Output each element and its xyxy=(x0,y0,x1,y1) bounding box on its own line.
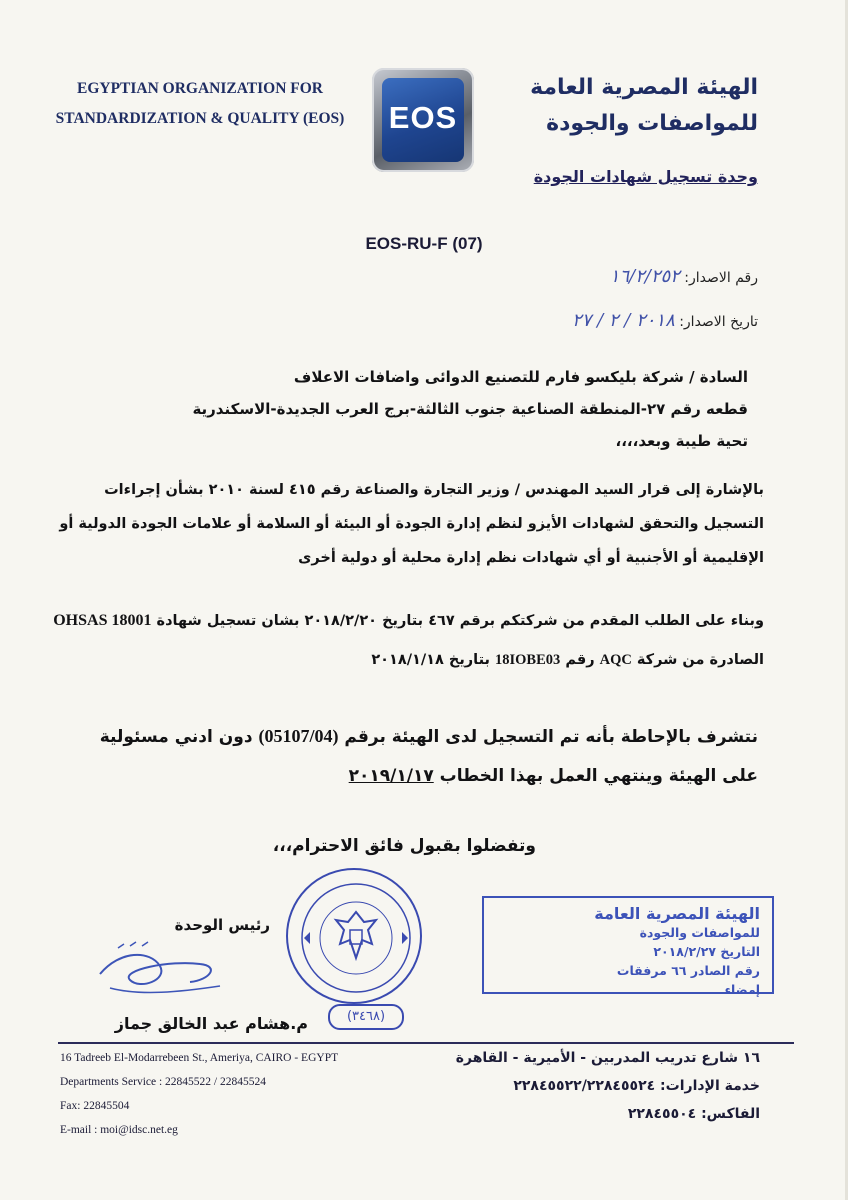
stamp-line4: رقم الصادر ٦٦ مرفقات xyxy=(616,963,760,978)
rectangular-stamp xyxy=(482,896,774,997)
seal-number: (٣٤٦٨) xyxy=(328,1004,404,1030)
eos-logo-badge xyxy=(382,78,464,162)
closing-line: وتفضلوا بقبول فائق الاحترام،،، xyxy=(272,836,536,856)
org-name-english-line1: EGYPTIAN ORGANIZATION FOR xyxy=(76,80,323,97)
stamp-line2: للمواصفات والجودة xyxy=(639,925,760,940)
addressee-line1: السادة / شركة بليكسو فارم للتصنيع الدوائى واضافات الاعلاف xyxy=(293,368,748,386)
signatory-name: م.هشام عبد الخالق جماز xyxy=(114,1014,308,1033)
greeting: تحية طيبة وبعد،،،، xyxy=(615,432,748,450)
expiry-date: ٢٠١٩/١/١٧ xyxy=(348,766,434,786)
stamp-line3: التاريخ ٢٠١٨/٢/٢٧ xyxy=(653,944,760,959)
eagle-emblem-icon xyxy=(288,870,424,1006)
paragraph2-line2-text-c: بتاريخ ٢٠١٨/١/١٨ xyxy=(371,652,496,668)
paragraph3-line1-text-a: نتشرف بالإحاطة بأنه تم التسجيل لدى الهيئة برقم xyxy=(338,727,758,747)
form-code: EOS-RU-F (07) xyxy=(365,234,483,253)
paragraph2-line2-text-a: الصادرة من شركة xyxy=(631,652,764,668)
paragraph1-line2: التسجيل والتحقق لشهادات الأيزو لنظم إدارة الجودة أو البيئة أو السلامة أو علامات الجودة الدولية أو xyxy=(59,516,764,532)
issue-number-label: رقم الاصدار: xyxy=(684,270,758,286)
paragraph2-line2-text-b: رقم xyxy=(560,652,600,668)
paragraph3-line2 xyxy=(349,766,758,786)
footer-departments-en: Departments Service : 22845522 / 22845524 xyxy=(60,1076,267,1088)
registration-number: (05107/04) xyxy=(258,726,339,746)
paragraph1-line3: الإقليمية أو الأجنبية أو أي شهادات نظم إدارة محلية أو دولية أخرى xyxy=(298,550,764,566)
footer-fax-ar: الفاكس: ٢٢٨٤٥٥٠٤ xyxy=(627,1106,760,1122)
issuer-name: AQC xyxy=(599,652,632,668)
round-seal xyxy=(286,868,422,1004)
issue-date-value: ٢٠١٨ / ٢ / ٢٧ xyxy=(572,310,675,331)
paragraph2-line1 xyxy=(53,612,764,630)
paragraph3-line1 xyxy=(100,726,758,747)
unit-name: وحدة تسجيل شهادات الجودة xyxy=(533,167,758,186)
addressee-line2: قطعه رقم ٢٧-المنطقة الصناعية جنوب الثالثة-برج العرب الجديدة-الاسكندرية xyxy=(192,400,748,418)
paragraph2-line1-text: وبناء على الطلب المقدم من شركتكم برقم ٤٦٧ بتاريخ ٢٠١٨/٢/٢٠ بشان تسجيل شهادة xyxy=(151,613,764,629)
org-name-english xyxy=(40,74,360,134)
org-name-arabic xyxy=(530,70,758,142)
signatory-title: رئيس الوحدة xyxy=(174,916,270,934)
stamp-line5: إمضاء xyxy=(724,982,760,997)
issue-number xyxy=(610,266,758,287)
issue-date xyxy=(572,310,758,331)
org-name-arabic-line1: الهيئة المصرية العامة xyxy=(530,75,758,100)
paragraph1-line1: بالإشارة إلى قرار السيد المهندس / وزير التجارة والصناعة رقم ٤١٥ لسنة ٢٠١٠ بشأن إجراءات xyxy=(104,482,764,498)
eos-logo-text: EOS xyxy=(388,100,458,135)
certificate-number: 18IOBE03 xyxy=(495,652,561,668)
paragraph3-line1-text-b: دون ادني مسئولية xyxy=(99,727,259,747)
paragraph2-line2 xyxy=(371,652,764,669)
stamp-line1: الهيئة المصرية العامة xyxy=(594,904,760,923)
standard-name: OHSAS 18001 xyxy=(53,612,152,629)
paragraph3-line2-text: على الهيئة وينتهي العمل بهذا الخطاب xyxy=(433,766,758,786)
handwritten-signature-icon xyxy=(90,930,240,1010)
issue-date-label: تاريخ الاصدار: xyxy=(679,314,758,330)
footer-address-en: 16 Tadreeb El-Modarrebeen St., Ameriya, CAIRO - EGYPT xyxy=(60,1052,339,1064)
footer-fax-en: Fax: 22845504 xyxy=(60,1100,130,1112)
footer-email-en: E-mail : moi@idsc.net.eg xyxy=(60,1124,178,1136)
issue-number-value: ١٦/٢/٢٥٢ xyxy=(609,266,680,287)
footer-departments-ar: خدمة الإدارات: ٢٢٨٤٥٥٢٢/٢٢٨٤٥٥٢٤ xyxy=(513,1078,760,1094)
footer-address-ar: ١٦ شارع تدريب المدربين - الأميرية - القاهرة xyxy=(455,1050,760,1066)
org-name-english-line2: STANDARDIZATION & QUALITY (EOS) xyxy=(55,110,345,127)
org-name-arabic-line2: للمواصفات والجودة xyxy=(546,111,758,136)
eos-logo xyxy=(372,68,474,172)
footer-divider xyxy=(58,1042,794,1044)
